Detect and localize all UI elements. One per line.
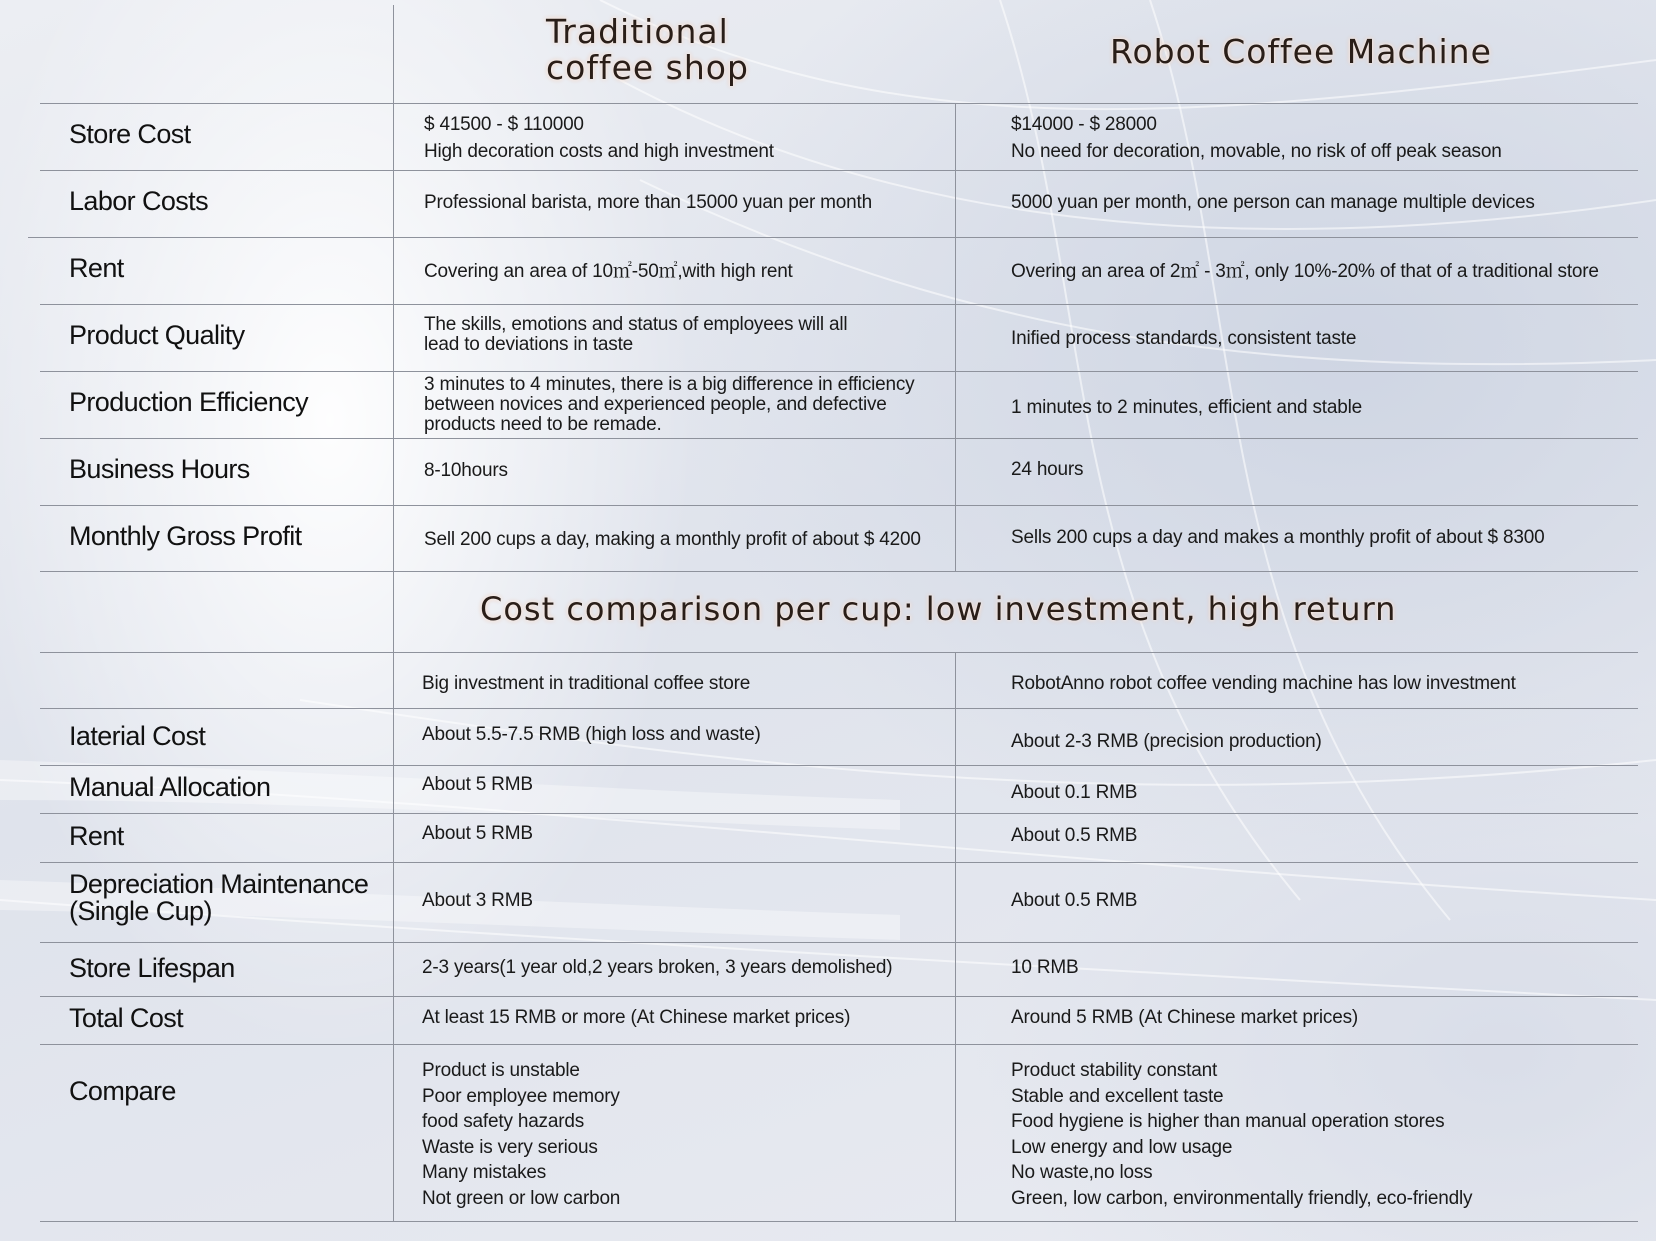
row-label: Store Cost xyxy=(69,119,191,149)
row-divider xyxy=(40,103,1638,104)
cell-traditional: $ 41500 - $ 110000 High decoration costs and high investment xyxy=(424,114,774,162)
column-divider-middle-bottom xyxy=(955,652,956,1222)
column-head-robot: RobotAnno robot coffee vending machine has low investment xyxy=(1011,673,1516,694)
cell-traditional: About 5.5-7.5 RMB (high loss and waste) xyxy=(422,724,761,745)
row-divider xyxy=(40,1221,1638,1222)
row-divider xyxy=(40,862,1638,863)
row-divider xyxy=(40,996,1638,997)
row-divider xyxy=(40,1044,1638,1045)
row-divider xyxy=(40,708,1638,709)
row-divider xyxy=(40,813,1638,814)
column-divider-left xyxy=(393,5,394,1222)
row-label: Rent xyxy=(69,821,124,851)
row-label: Store Lifespan xyxy=(69,953,235,983)
column-divider-middle-top xyxy=(955,103,956,571)
row-label: Total Cost xyxy=(69,1003,184,1033)
cell-robot: Overing an area of 2㎡ - 3㎡, only 10%-20% of that of a traditional store xyxy=(1011,261,1599,282)
header-robot-coffee-machine: Robot Coffee Machine xyxy=(1110,32,1492,71)
cell-traditional: About 5 RMB xyxy=(422,823,533,844)
cell-traditional: Product is unstable Poor employee memory food safety hazards Waste is very serious Many mistakes Not green or low carbon xyxy=(422,1060,621,1209)
cell-robot: $14000 - $ 28000 No need for decoration, movable, no risk of off peak season xyxy=(1011,114,1502,162)
row-divider xyxy=(40,304,1638,305)
row-divider xyxy=(40,571,1638,572)
row-divider xyxy=(40,505,1638,506)
row-divider xyxy=(40,371,1638,372)
row-label: Compare xyxy=(69,1076,176,1106)
cell-traditional: Covering an area of 10㎡-50㎡,with high rent xyxy=(424,261,793,282)
row-divider xyxy=(28,237,1638,238)
cell-robot: About 0.5 RMB xyxy=(1011,890,1138,911)
cell-traditional: Sell 200 cups a day, making a monthly profit of about $ 4200 xyxy=(424,529,921,550)
cell-robot: 5000 yuan per month, one person can manage multiple devices xyxy=(1011,192,1535,213)
row-divider xyxy=(40,170,1638,171)
cell-traditional: At least 15 RMB or more (At Chinese market prices) xyxy=(422,1007,851,1028)
row-divider xyxy=(40,438,1638,439)
cell-robot: About 2-3 RMB (precision production) xyxy=(1011,731,1322,752)
cell-robot: About 0.5 RMB xyxy=(1011,825,1138,846)
cell-robot: 10 RMB xyxy=(1011,957,1079,978)
cell-traditional: 8-10hours xyxy=(424,460,508,481)
row-label: Product Quality xyxy=(69,320,245,350)
row-divider xyxy=(40,765,1638,766)
row-divider xyxy=(40,942,1638,943)
cell-traditional: Professional barista, more than 15000 yuan per month xyxy=(424,192,872,213)
cell-robot: Inified process standards, consistent taste xyxy=(1011,328,1357,349)
row-label: Iaterial Cost xyxy=(69,721,206,751)
cell-traditional: About 3 RMB xyxy=(422,890,533,911)
column-head-traditional: Big investment in traditional coffee store xyxy=(422,673,751,694)
cell-traditional: The skills, emotions and status of employees will all lead to deviations in taste xyxy=(424,314,848,355)
cell-robot: 1 minutes to 2 minutes, efficient and stable xyxy=(1011,397,1363,418)
row-label: Rent xyxy=(69,253,124,283)
row-divider xyxy=(40,652,1638,653)
cell-robot: Sells 200 cups a day and makes a monthly profit of about $ 8300 xyxy=(1011,527,1545,548)
section-title-cost-comparison: Cost comparison per cup: low investment, high return xyxy=(480,590,1397,628)
cell-traditional: 2-3 years(1 year old,2 years broken, 3 years demolished) xyxy=(422,957,893,978)
cell-robot: Around 5 RMB (At Chinese market prices) xyxy=(1011,1007,1358,1028)
cell-traditional: 3 minutes to 4 minutes, there is a big difference in efficiency between novices and experienced people, and defective products need to be remade. xyxy=(424,374,915,435)
row-label: Manual Allocation xyxy=(69,772,271,802)
row-label: Depreciation Maintenance (Single Cup) xyxy=(69,869,369,926)
row-label: Labor Costs xyxy=(69,186,208,216)
row-label: Production Efficiency xyxy=(69,387,309,417)
header-traditional-coffee-shop: Traditional coffee shop xyxy=(546,12,749,87)
cell-robot: About 0.1 RMB xyxy=(1011,782,1138,803)
cell-robot: 24 hours xyxy=(1011,459,1084,480)
row-label: Monthly Gross Profit xyxy=(69,521,302,551)
cell-robot: Product stability constant Stable and excellent taste Food hygiene is higher than manual operation stores Low energy and low usage No waste,no loss Green, low carbon, environmentally friendly, eco-friendly xyxy=(1011,1060,1473,1209)
cell-traditional: About 5 RMB xyxy=(422,774,533,795)
row-label: Business Hours xyxy=(69,454,250,484)
